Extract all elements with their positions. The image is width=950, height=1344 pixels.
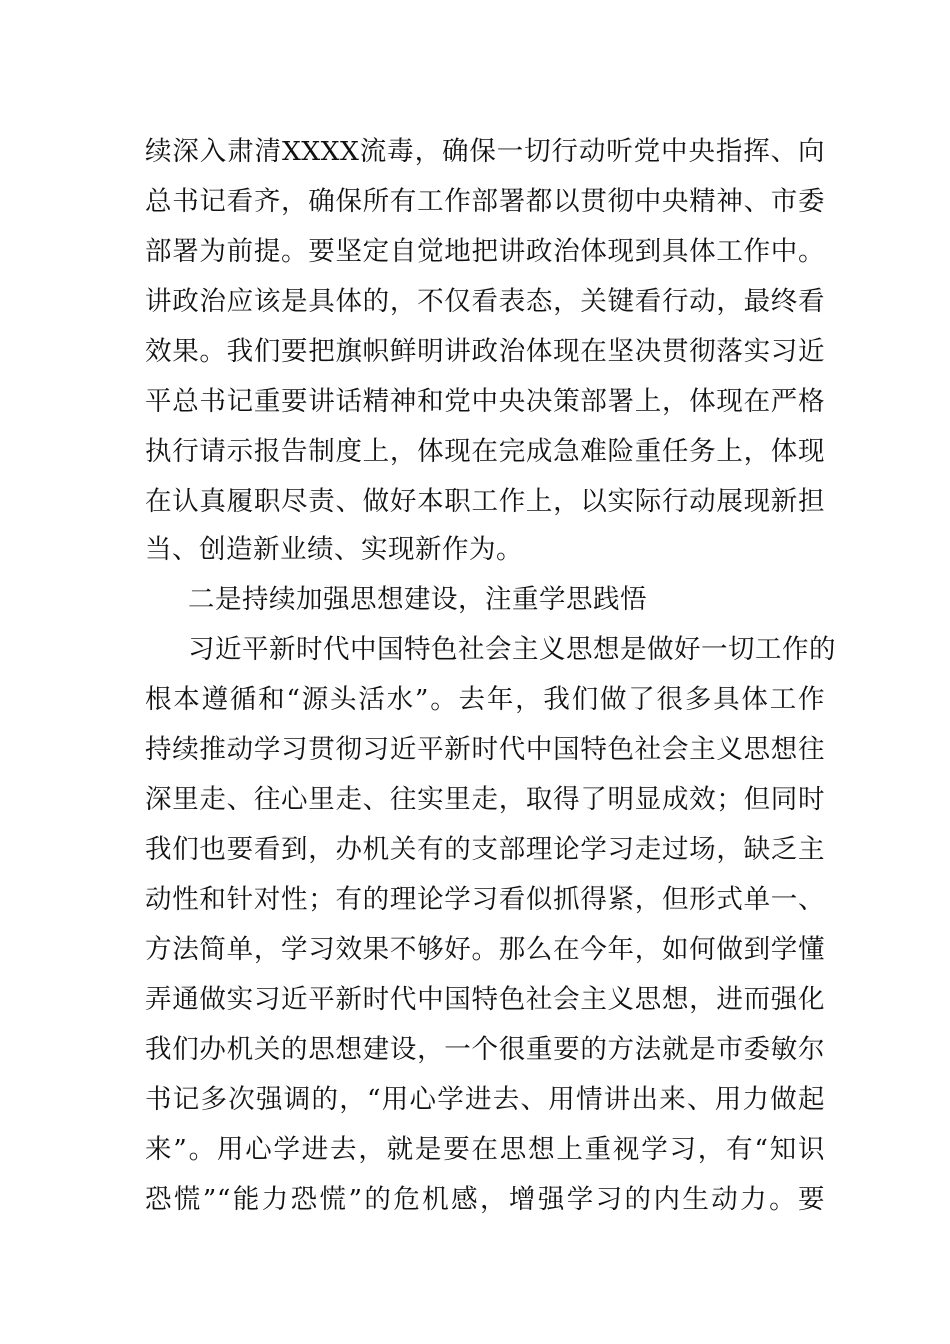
text-line-21: 来”。用心学进去，就是要在思想上重视学习，有“知识 [145,1134,825,1165]
text-line-11: 习近平新时代中国特色社会主义思想是做好一切工作的 [188,634,836,665]
text-line-8: 在认真履职尽责、做好本职工作上，以实际行动展现新担 [145,486,825,517]
text-line-19: 我们办机关的思想建设，一个很重要的方法就是市委敏尔 [145,1034,825,1065]
text-line-1: 续深入肃清XXXX流毒，确保一切行动听党中央指挥、向 [145,136,825,167]
text-line-7: 执行请示报告制度上，体现在完成急难险重任务上，体现 [145,436,825,467]
section-heading: 二是持续加强思想建设，注重学思践悟 [188,584,647,615]
text-line-12: 根本遵循和“源头活水”。去年，我们做了很多具体工作 [145,684,825,715]
text-line-4: 讲政治应该是具体的，不仅看表态，关键看行动，最终看 [145,286,825,317]
text-line-16: 动性和针对性；有的理论学习看似抓得紧，但形式单一、 [145,884,825,915]
text-line-14: 深里走、往心里走、往实里走，取得了明显成效；但同时 [145,784,825,815]
text-line-18: 弄通做实习近平新时代中国特色社会主义思想，进而强化 [145,984,825,1015]
text-line-15: 我们也要看到，办机关有的支部理论学习走过场，缺乏主 [145,834,825,865]
text-line-17: 方法简单，学习效果不够好。那么在今年，如何做到学懂 [145,934,825,965]
text-line-2: 总书记看齐，确保所有工作部署都以贯彻中央精神、市委 [145,186,825,217]
text-line-22: 恐慌”“能力恐慌”的危机感，增强学习的内生动力。要 [145,1184,825,1215]
text-line-9: 当、创造新业绩、实现新作为。 [145,534,523,565]
text-line-6: 平总书记重要讲话精神和党中央决策部署上，体现在严格 [145,386,825,417]
text-line-20: 书记多次强调的，“用心学进去、用情讲出来、用力做起 [145,1084,825,1115]
text-line-5: 效果。我们要把旗帜鲜明讲政治体现在坚决贯彻落实习近 [145,336,825,367]
text-line-3: 部署为前提。要坚定自觉地把讲政治体现到具体工作中。 [145,236,825,267]
text-line-13: 持续推动学习贯彻习近平新时代中国特色社会主义思想往 [145,734,825,765]
